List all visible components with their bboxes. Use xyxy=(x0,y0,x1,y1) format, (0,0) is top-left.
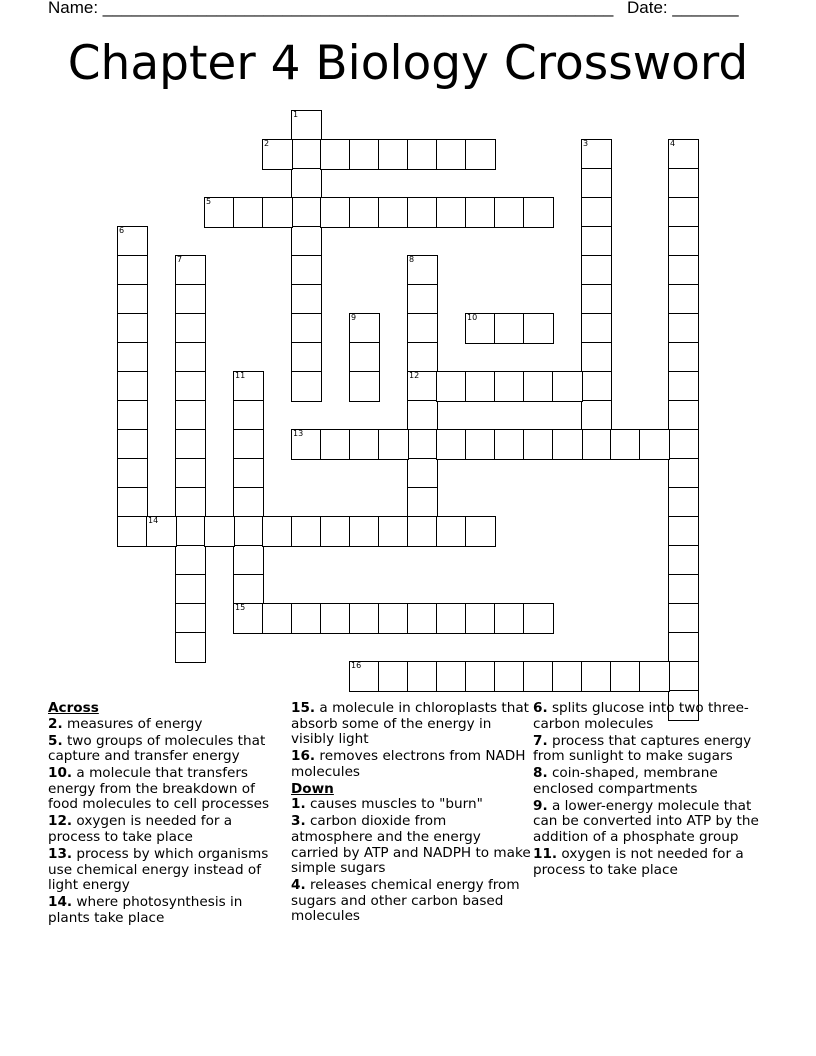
crossword-cell[interactable] xyxy=(233,574,264,605)
crossword-cell[interactable] xyxy=(494,371,525,402)
crossword-cell[interactable] xyxy=(407,458,438,489)
crossword-cell[interactable] xyxy=(465,429,496,460)
clue-number: 4. xyxy=(291,877,306,894)
crossword-cell[interactable] xyxy=(175,284,206,315)
crossword-cell[interactable] xyxy=(581,661,612,692)
crossword-cell[interactable] xyxy=(117,458,148,489)
across-clue xyxy=(291,749,531,780)
crossword-cell[interactable] xyxy=(581,197,612,228)
crossword-cell[interactable] xyxy=(291,168,322,199)
crossword-cell[interactable] xyxy=(117,284,148,315)
crossword-cell[interactable] xyxy=(465,313,496,344)
crossword-cell[interactable] xyxy=(291,371,322,402)
name-field-label: Name: ______________________________________________________ xyxy=(48,0,614,17)
crossword-cell[interactable] xyxy=(175,632,206,663)
crossword-cell[interactable] xyxy=(262,516,293,547)
crossword-cell[interactable] xyxy=(175,516,206,547)
clue-text: coin-shaped, membrane enclosed compartments xyxy=(533,765,718,797)
crossword-cell[interactable] xyxy=(407,661,438,692)
crossword-cell[interactable] xyxy=(494,603,525,634)
crossword-cell[interactable] xyxy=(175,545,206,576)
across-heading: Across xyxy=(48,700,99,716)
crossword-cell[interactable] xyxy=(117,371,148,402)
crossword-cell[interactable] xyxy=(320,603,351,634)
crossword-cell[interactable] xyxy=(523,197,554,228)
clue-text: causes muscles to "burn" xyxy=(305,796,483,813)
crossword-cell[interactable] xyxy=(291,603,322,634)
clue-number: 14. xyxy=(48,894,73,911)
clue-number: 7. xyxy=(533,732,548,749)
crossword-cell[interactable] xyxy=(465,516,496,547)
down-clue xyxy=(291,797,531,813)
crossword-cell[interactable] xyxy=(291,313,322,344)
crossword-cell[interactable] xyxy=(436,139,467,170)
crossword-cell[interactable] xyxy=(465,197,496,228)
clue-number-4: 4 xyxy=(670,139,676,148)
crossword-cell[interactable] xyxy=(175,255,206,286)
clue-text: releases chemical energy from sugars and other carbon based molecules xyxy=(291,877,520,925)
across-clue xyxy=(48,766,288,813)
crossword-cell[interactable] xyxy=(349,342,380,373)
crossword-cell[interactable] xyxy=(291,110,322,141)
crossword-cell[interactable] xyxy=(320,197,351,228)
clue-text: measures of energy xyxy=(62,715,203,732)
crossword-cell[interactable] xyxy=(436,197,467,228)
across-clue xyxy=(291,701,531,748)
crossword-cell[interactable] xyxy=(581,284,612,315)
crossword-cell[interactable] xyxy=(581,429,612,460)
clue-text: where photosynthesis in plants take place xyxy=(48,894,243,926)
crossword-cell[interactable] xyxy=(378,603,409,634)
clue-text: oxygen is not needed for a process to take place xyxy=(533,845,744,878)
clue-text: a lower-energy molecule that can be converted into ATP by the addition of a phosphate group xyxy=(533,797,759,845)
crossword-cell[interactable] xyxy=(233,371,264,402)
crossword-cell[interactable] xyxy=(668,429,699,460)
clue-number-5: 5 xyxy=(206,197,212,206)
crossword-cell[interactable] xyxy=(233,197,264,228)
clue-number: 6. xyxy=(533,700,548,716)
crossword-cell[interactable] xyxy=(668,226,699,257)
crossword-cell[interactable] xyxy=(291,429,322,460)
clue-number-9: 9 xyxy=(351,313,357,322)
crossword-cell[interactable] xyxy=(175,400,206,431)
crossword-cell[interactable] xyxy=(581,400,612,431)
crossword-cell[interactable] xyxy=(117,400,148,431)
crossword-cell[interactable] xyxy=(668,545,699,576)
clue-text: removes electrons from NADH molecules xyxy=(291,748,526,780)
clue-number: 3. xyxy=(291,813,306,830)
crossword-cell[interactable] xyxy=(117,226,148,257)
crossword-cell[interactable] xyxy=(407,603,438,634)
across-clue xyxy=(48,734,288,765)
crossword-cell[interactable] xyxy=(436,603,467,634)
crossword-cell[interactable] xyxy=(436,516,467,547)
crossword-cell[interactable] xyxy=(581,226,612,257)
down-clue xyxy=(533,847,773,878)
crossword-cell[interactable] xyxy=(436,429,467,460)
down-clue xyxy=(533,799,773,846)
crossword-cell[interactable] xyxy=(581,255,612,286)
crossword-cell[interactable] xyxy=(378,197,409,228)
clue-number-7: 7 xyxy=(177,255,183,264)
crossword-cell[interactable] xyxy=(233,458,264,489)
crossword-cell[interactable] xyxy=(407,197,438,228)
clue-text: process that captures energy from sunlight to make sugars xyxy=(533,732,752,765)
crossword-cell[interactable] xyxy=(175,487,206,518)
crossword-cell[interactable] xyxy=(465,603,496,634)
clue-number: 11. xyxy=(533,845,558,862)
crossword-cell[interactable] xyxy=(552,371,583,402)
crossword-cell[interactable] xyxy=(233,429,264,460)
crossword-cell[interactable] xyxy=(291,342,322,373)
crossword-cell[interactable] xyxy=(291,284,322,315)
crossword-cell[interactable] xyxy=(494,661,525,692)
crossword-cell[interactable] xyxy=(175,342,206,373)
crossword-cell[interactable] xyxy=(552,661,583,692)
crossword-cell[interactable] xyxy=(175,574,206,605)
crossword-cell[interactable] xyxy=(668,574,699,605)
clue-number: 8. xyxy=(533,765,548,782)
crossword-cell[interactable] xyxy=(233,487,264,518)
clue-number-12: 12 xyxy=(409,371,420,380)
crossword-cell[interactable] xyxy=(378,516,409,547)
crossword-cell[interactable] xyxy=(639,429,670,460)
down-clue xyxy=(291,878,531,925)
crossword-cell[interactable] xyxy=(233,545,264,576)
crossword-cell[interactable] xyxy=(610,429,641,460)
clues-column-1 xyxy=(48,701,288,928)
crossword-cell[interactable] xyxy=(523,429,554,460)
down-clue xyxy=(533,701,773,732)
crossword-cell[interactable] xyxy=(204,197,235,228)
clue-number: 13. xyxy=(48,845,73,862)
across-clue xyxy=(48,814,288,845)
crossword-cell[interactable] xyxy=(349,313,380,344)
crossword-cell[interactable] xyxy=(581,342,612,373)
crossword-cell[interactable] xyxy=(581,139,612,170)
crossword-cell[interactable] xyxy=(581,371,612,402)
down-heading: Down xyxy=(291,780,334,797)
crossword-cell[interactable] xyxy=(175,429,206,460)
crossword-cell[interactable] xyxy=(349,371,380,402)
crossword-cell[interactable] xyxy=(407,342,438,373)
crossword-cell[interactable] xyxy=(639,661,670,692)
clue-number: 9. xyxy=(533,797,548,814)
down-clue xyxy=(533,766,773,797)
clue-number-11: 11 xyxy=(235,371,246,380)
crossword-cell[interactable] xyxy=(407,400,438,431)
crossword-cell[interactable] xyxy=(291,226,322,257)
clue-number: 10. xyxy=(48,765,73,782)
crossword-cell[interactable] xyxy=(349,197,380,228)
across-clue xyxy=(48,895,288,926)
crossword-cell[interactable] xyxy=(320,139,351,170)
crossword-cell[interactable] xyxy=(668,139,699,170)
crossword-cell[interactable] xyxy=(262,139,293,170)
crossword-cell[interactable] xyxy=(378,139,409,170)
crossword-cell[interactable] xyxy=(581,313,612,344)
crossword-cell[interactable] xyxy=(117,313,148,344)
clue-number-14: 14 xyxy=(148,516,159,525)
crossword-cell[interactable] xyxy=(262,197,293,228)
clue-number-3: 3 xyxy=(583,139,589,148)
clue-text: process by which organisms use chemical energy instead of light energy xyxy=(48,845,269,894)
crossword-cell[interactable] xyxy=(291,197,322,228)
crossword-cell[interactable] xyxy=(378,661,409,692)
crossword-cell[interactable] xyxy=(175,458,206,489)
crossword-cell[interactable] xyxy=(668,197,699,228)
crossword-cell[interactable] xyxy=(668,284,699,315)
crossword-cell[interactable] xyxy=(668,632,699,663)
across-clue xyxy=(48,717,288,733)
crossword-cell[interactable] xyxy=(349,139,380,170)
crossword-cell[interactable] xyxy=(523,313,554,344)
crossword-cell[interactable] xyxy=(407,139,438,170)
crossword-cell[interactable] xyxy=(117,342,148,373)
crossword-cell[interactable] xyxy=(668,661,699,692)
crossword-cell[interactable] xyxy=(117,487,148,518)
crossword-cell[interactable] xyxy=(494,197,525,228)
crossword-cell[interactable] xyxy=(668,487,699,518)
crossword-cell[interactable] xyxy=(465,371,496,402)
crossword-cell[interactable] xyxy=(378,429,409,460)
crossword-cell[interactable] xyxy=(204,516,235,547)
clues-column-3 xyxy=(533,701,773,879)
crossword-cell[interactable] xyxy=(117,516,148,547)
crossword-cell[interactable] xyxy=(523,603,554,634)
clue-number: 1. xyxy=(291,796,306,813)
clue-number-10: 10 xyxy=(467,313,478,322)
clue-number: 5. xyxy=(48,732,63,749)
crossword-cell[interactable] xyxy=(291,139,322,170)
crossword-cell[interactable] xyxy=(320,429,351,460)
clue-number-6: 6 xyxy=(119,226,125,235)
crossword-cell[interactable] xyxy=(146,516,177,547)
crossword-cell[interactable] xyxy=(291,255,322,286)
crossword-cell[interactable] xyxy=(668,400,699,431)
crossword-cell[interactable] xyxy=(465,661,496,692)
crossword-cell[interactable] xyxy=(668,371,699,402)
crossword-cell[interactable] xyxy=(117,255,148,286)
crossword-cell[interactable] xyxy=(668,342,699,373)
crossword-cell[interactable] xyxy=(407,429,438,460)
clues-column-2 xyxy=(291,701,531,926)
crossword-cell[interactable] xyxy=(349,516,380,547)
clue-number-13: 13 xyxy=(293,429,304,438)
crossword-cell[interactable] xyxy=(494,313,525,344)
date-field-label: Date: _______ xyxy=(627,0,739,17)
down-clue xyxy=(533,734,773,765)
clue-number: 12. xyxy=(48,813,73,830)
crossword-cell[interactable] xyxy=(436,371,467,402)
crossword-cell[interactable] xyxy=(349,603,380,634)
clue-text: a molecule that transfers energy from the breakdown of food molecules to cell processes xyxy=(48,765,270,813)
clue-number-1: 1 xyxy=(293,110,299,119)
clue-number-2: 2 xyxy=(264,139,270,148)
clue-number: 15. xyxy=(291,700,316,716)
clue-text: oxygen is needed for a process to take place xyxy=(48,813,233,845)
crossword-cell[interactable] xyxy=(407,516,438,547)
crossword-cell[interactable] xyxy=(668,168,699,199)
crossword-cell[interactable] xyxy=(494,429,525,460)
crossword-cell[interactable] xyxy=(320,516,351,547)
crossword-cell[interactable] xyxy=(610,661,641,692)
crossword-cell[interactable] xyxy=(407,313,438,344)
page-title: Chapter 4 Biology Crossword xyxy=(67,36,749,91)
crossword-cell[interactable] xyxy=(117,429,148,460)
crossword-cell[interactable] xyxy=(233,400,264,431)
crossword-cell[interactable] xyxy=(668,458,699,489)
clue-number: 16. xyxy=(291,748,316,765)
crossword-cell[interactable] xyxy=(668,516,699,547)
crossword-cell[interactable] xyxy=(175,371,206,402)
crossword-cell[interactable] xyxy=(523,371,554,402)
down-clue xyxy=(291,814,531,876)
crossword-cell[interactable] xyxy=(581,168,612,199)
clue-number-8: 8 xyxy=(409,255,415,264)
crossword-cell[interactable] xyxy=(407,371,438,402)
crossword-cell[interactable] xyxy=(349,661,380,692)
clue-number-15: 15 xyxy=(235,603,246,612)
crossword-cell[interactable] xyxy=(233,516,264,547)
clue-text: a molecule in chloroplasts that absorb some of the energy in visibly light xyxy=(291,700,529,748)
crossword-cell[interactable] xyxy=(175,313,206,344)
crossword-cell[interactable] xyxy=(436,661,467,692)
across-clue xyxy=(48,847,288,894)
crossword-cell[interactable] xyxy=(349,429,380,460)
clue-text: two groups of molecules that capture and transfer energy xyxy=(48,732,266,765)
crossword-cell[interactable] xyxy=(175,603,206,634)
crossword-cell[interactable] xyxy=(668,603,699,634)
crossword-cell[interactable] xyxy=(465,139,496,170)
crossword-cell[interactable] xyxy=(262,603,293,634)
crossword-cell[interactable] xyxy=(407,255,438,286)
clue-number-16: 16 xyxy=(351,661,362,670)
clue-number: 2. xyxy=(48,715,63,732)
crossword-cell[interactable] xyxy=(407,487,438,518)
crossword-cell[interactable] xyxy=(668,313,699,344)
crossword-cell[interactable] xyxy=(552,429,583,460)
clue-text: carbon dioxide from atmosphere and the energy carried by ATP and NADPH to make simple sugars xyxy=(291,813,531,877)
crossword-cell[interactable] xyxy=(291,516,322,547)
crossword-cell[interactable] xyxy=(523,661,554,692)
crossword-cell[interactable] xyxy=(233,603,264,634)
crossword-cell[interactable] xyxy=(668,255,699,286)
crossword-cell[interactable] xyxy=(407,284,438,315)
clue-text: splits glucose into two three-carbon molecules xyxy=(533,700,749,732)
